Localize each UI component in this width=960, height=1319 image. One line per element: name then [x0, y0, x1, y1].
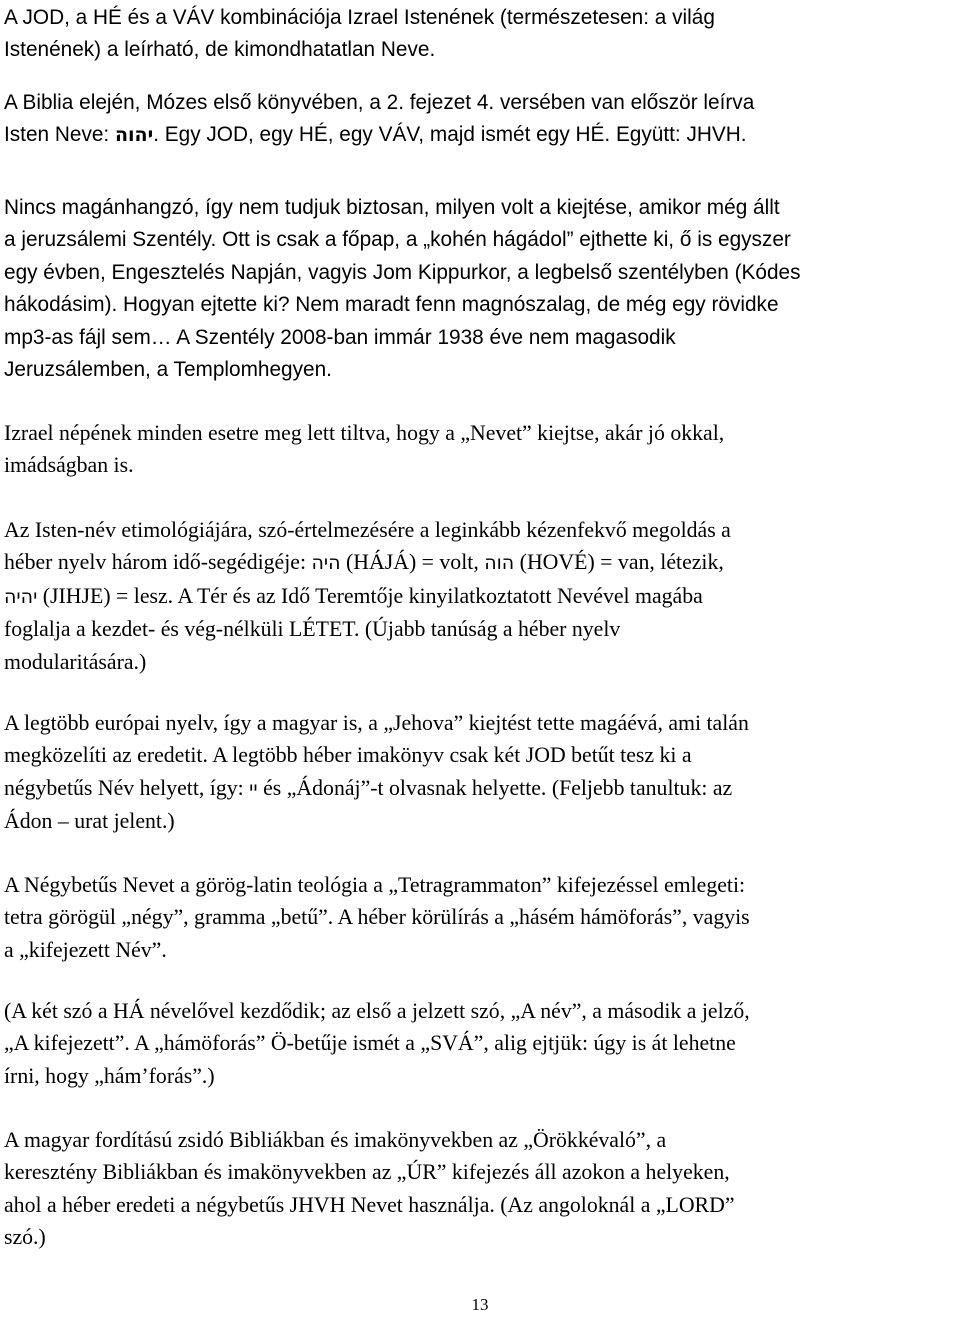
- text-line: tetra görögül „négy”, gramma „betű”. A héber körülírás a „hásém hámöforás”, vagyis: [4, 905, 750, 930]
- text-segment: négybetűs Név helyett, így:: [4, 775, 250, 800]
- text-line: a „kifejezett Név”.: [4, 937, 167, 962]
- text-line: [4, 119, 754, 151]
- text-line: Izrael népének minden esetre meg lett tiltva, hogy a „Nevet” kiejtse, akár jó okkal,: [4, 421, 725, 445]
- text-line: keresztény Bibliákban és imakönyvekben az „ÚR” kifejezés áll azokon a helyeken,: [4, 1160, 730, 1185]
- paragraph-hungarian-translation: [4, 1124, 735, 1254]
- text-line: Jeruzsálemben, a Templomhegyen.: [4, 358, 332, 382]
- page-number: 13: [471, 1295, 489, 1314]
- text-segment: és „Ádonáj”-t olvasnak helyette. (Feljebb tanultuk: az: [257, 775, 733, 800]
- paragraph-tetragrammaton: [4, 869, 750, 966]
- text-line: „A kifejezett”. A „hámöforás” Ö-betűje ismét a „SVÁ”, alig ejtjük: úgy is át lehetne: [4, 1031, 736, 1056]
- paragraph-prohibition: [4, 417, 724, 482]
- text-line: hákodásim). Hogyan ejtette ki? Nem maradt fenn magnószalag, de még egy rövidke: [4, 293, 779, 317]
- paragraph-article-note: [4, 995, 750, 1092]
- text-line: [4, 546, 731, 579]
- text-segment: . Egy JOD, egy HÉ, egy VÁV, majd ismét egy HÉ. Együtt: JHVH.: [153, 123, 747, 147]
- text-line: Az Isten-név etimológiájára, szó-értelmezésére a leginkább kézenfekvő megoldás a: [4, 518, 731, 542]
- text-line: [4, 772, 749, 805]
- text-line: foglalja a kezdet- és vég-nélküli LÉTET. (Újabb tanúság a héber nyelv: [4, 617, 621, 642]
- text-line: Istenének) a leírható, de kimondhatatlan Neve.: [4, 38, 436, 62]
- text-line: A Biblia elején, Mózes első könyvében, a 2. fejezet 4. versében van először leírva: [4, 91, 755, 114]
- text-line: egy évben, Engesztelés Napján, vagyis Jom Kippurkor, a legbelső szentélyben (Kódes: [4, 260, 801, 284]
- text-line: Ádon – urat jelent.): [4, 809, 175, 834]
- text-line: imádságban is.: [4, 453, 134, 478]
- text-segment: (HOVÉ) = van, létezik,: [514, 550, 724, 575]
- text-line: A legtöbb európai nyelv, így a magyar is, a „Jehova” kiejtést tette magáévá, ami talán: [4, 711, 749, 735]
- text-line: írni, hogy „hám’forás”.): [4, 1063, 215, 1088]
- text-line: A JOD, a HÉ és a VÁV kombinációja Izrael Istenének (természetesen: a világ: [4, 6, 715, 29]
- text-line: (A két szó a HÁ névelővel kezdődik; az első a jelzett szó, „A név”, a második a jelző,: [4, 999, 750, 1023]
- text-line: modularitására.): [4, 649, 147, 674]
- paragraph-pronunciation: [4, 192, 801, 386]
- paragraph-jehova: [4, 707, 749, 838]
- text-segment: (JIHJE) = lesz. A Tér és az Idő Teremtője kinyilatkoztatott Nevével magába: [37, 583, 703, 608]
- text-line: szó.): [4, 1225, 46, 1250]
- paragraph-jhvh-intro: [4, 2, 715, 67]
- text-segment: héber nyelv három idő-segédigéje:: [4, 550, 312, 575]
- hebrew-word: הוה: [484, 552, 515, 575]
- text-line: megközelíti az eredetit. A legtöbb héber imakönyv csak két JOD betűt tesz ki a: [4, 743, 692, 768]
- text-line: A magyar fordítású zsidó Bibliákban és imakönyvekben az „Örökkévaló”, a: [4, 1128, 667, 1152]
- paragraph-etymology: [4, 514, 731, 678]
- text-line: ahol a héber eredeti a négybetűs JHVH Nevet használja. (Az angoloknál a „LORD”: [4, 1192, 735, 1217]
- text-segment: Isten Neve:: [4, 123, 115, 147]
- text-line: mp3-as fájl sem… A Szentély 2008-ban immár 1938 éve nem magasodik: [4, 325, 676, 349]
- text-line: [4, 580, 731, 613]
- text-segment: (HÁJÁ) = volt,: [340, 550, 485, 575]
- text-line: A Négybetűs Nevet a görög-latin teológia a „Tetragrammaton” kifejezéssel emlegeti:: [4, 873, 746, 897]
- paragraph-first-written: [4, 87, 754, 152]
- text-line: Nincs magánhangzó, így nem tudjuk biztosan, milyen volt a kiejtése, amikor még állt: [4, 196, 780, 219]
- text-line: a jeruzsálemi Szentély. Ott is csak a főpap, a „kohén hágádol” ejthette ki, ő is egyszer: [4, 228, 791, 252]
- hebrew-word: יהוה: [114, 124, 154, 147]
- hebrew-word: יי: [249, 777, 258, 800]
- hebrew-word: היה: [311, 552, 341, 575]
- hebrew-word: יהיה: [4, 585, 38, 608]
